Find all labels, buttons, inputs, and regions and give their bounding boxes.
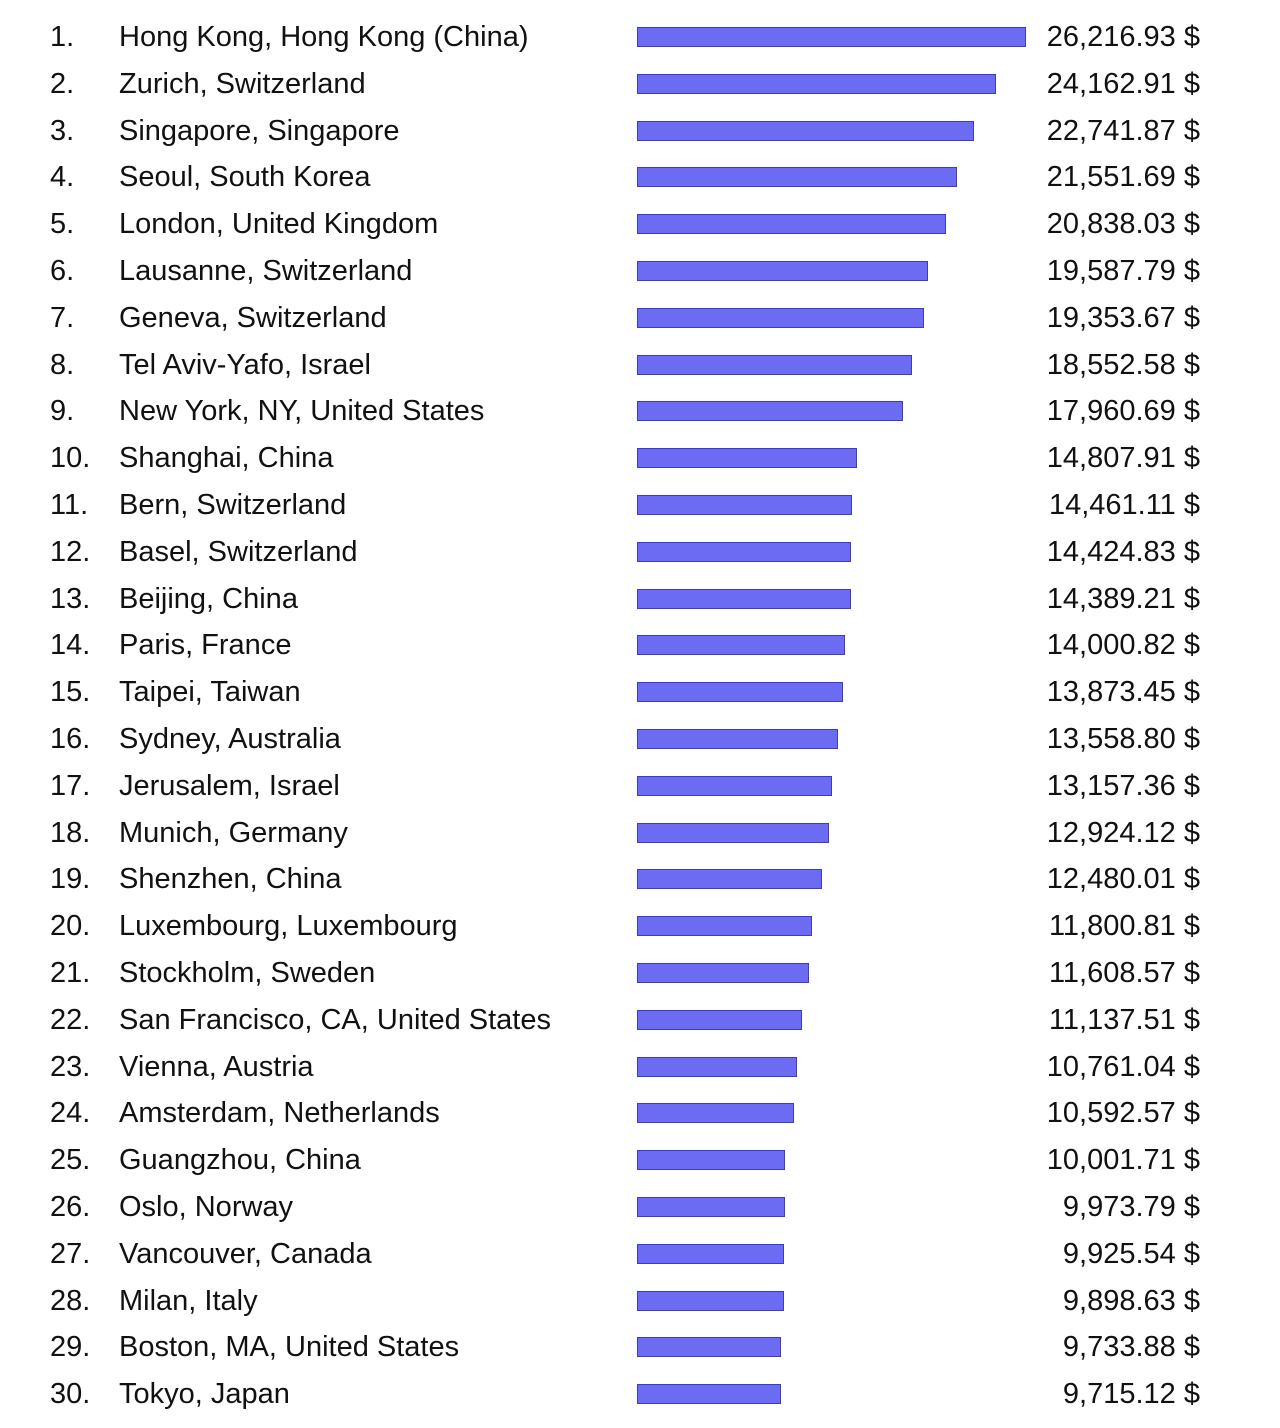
- value-label: 9,898.63 $: [1062, 1284, 1200, 1317]
- rank-label: 21.: [50, 957, 91, 989]
- value-label: 9,715.12 $: [1062, 1378, 1200, 1411]
- rank-label: 13.: [50, 582, 91, 615]
- rank-label: 24.: [50, 1097, 91, 1130]
- chart-row: [0, 576, 1280, 623]
- value-label: 10,001.71 $: [1046, 1144, 1200, 1177]
- category-label: Bern, Switzerland: [119, 489, 347, 521]
- bar: [637, 916, 812, 936]
- chart-row: [0, 388, 1280, 435]
- value-label: 18,552.58 $: [1046, 348, 1200, 381]
- rank-label: 25.: [50, 1144, 91, 1177]
- category-label: Munich, Germany: [119, 816, 348, 849]
- value-label: 11,608.57 $: [1048, 957, 1200, 989]
- rank-label: 9.: [50, 395, 75, 428]
- value-label: 26,216.93 $: [1046, 21, 1200, 53]
- value-label: 11,800.81 $: [1048, 910, 1200, 943]
- bar: [637, 1244, 784, 1264]
- rank-label: 3.: [50, 114, 75, 147]
- bar: [637, 869, 822, 889]
- chart-row: [0, 435, 1280, 482]
- rank-label: 14.: [50, 629, 91, 662]
- value-label: 14,424.83 $: [1046, 535, 1200, 568]
- chart-row: [0, 997, 1280, 1044]
- category-label: San Francisco, CA, United States: [119, 1003, 551, 1036]
- rank-label: 5.: [50, 208, 75, 241]
- chart-row: [0, 295, 1280, 342]
- chart-row: [0, 1137, 1280, 1184]
- rank-label: 22.: [50, 1003, 91, 1036]
- bar: [637, 121, 974, 141]
- category-label: Stockholm, Sweden: [119, 957, 376, 989]
- rank-label: 8.: [50, 348, 75, 381]
- chart-row: [0, 716, 1280, 763]
- category-label: London, United Kingdom: [119, 208, 439, 241]
- bar: [637, 589, 851, 609]
- category-label: Shenzhen, China: [119, 863, 342, 896]
- bar: [637, 682, 843, 702]
- value-label: 13,157.36 $: [1046, 769, 1200, 802]
- category-label: Geneva, Switzerland: [119, 301, 387, 334]
- bar: [637, 495, 852, 515]
- category-label: Beijing, China: [119, 582, 298, 615]
- bar: [637, 1057, 797, 1077]
- chart-row: [0, 810, 1280, 857]
- rank-label: 12.: [50, 535, 91, 568]
- chart-row: [0, 1371, 1280, 1418]
- bar: [637, 74, 996, 94]
- bar: [637, 1384, 781, 1404]
- category-label: Milan, Italy: [119, 1284, 258, 1317]
- value-label: 14,389.21 $: [1046, 582, 1200, 615]
- bar: [637, 635, 845, 655]
- bar: [637, 214, 946, 234]
- value-label: 9,973.79 $: [1062, 1191, 1200, 1223]
- chart-row: [0, 1090, 1280, 1137]
- bar: [637, 823, 829, 843]
- value-label: 10,592.57 $: [1046, 1097, 1200, 1130]
- bar: [637, 355, 912, 375]
- category-label: Hong Kong, Hong Kong (China): [119, 21, 529, 53]
- chart-row: [0, 342, 1280, 389]
- bar: [637, 401, 903, 421]
- rank-label: 2.: [50, 67, 75, 100]
- bar: [637, 963, 809, 983]
- value-label: 24,162.91 $: [1046, 67, 1200, 100]
- rank-label: 20.: [50, 910, 91, 943]
- category-label: Guangzhou, China: [119, 1144, 361, 1177]
- value-label: 22,741.87 $: [1046, 114, 1200, 147]
- category-label: Tel Aviv-Yafo, Israel: [119, 348, 371, 381]
- value-label: 14,000.82 $: [1046, 629, 1200, 662]
- chart-row: [0, 482, 1280, 529]
- value-label: 13,558.80 $: [1046, 723, 1200, 755]
- rank-label: 27.: [50, 1237, 91, 1270]
- rank-label: 30.: [50, 1378, 91, 1411]
- category-label: Seoul, South Korea: [119, 161, 371, 194]
- category-label: Basel, Switzerland: [119, 535, 358, 568]
- category-label: Singapore, Singapore: [119, 114, 400, 147]
- value-label: 12,480.01 $: [1046, 863, 1200, 896]
- bar: [637, 27, 1026, 47]
- bar: [637, 542, 851, 562]
- value-label: 20,838.03 $: [1046, 208, 1200, 241]
- bar: [637, 1103, 794, 1123]
- bar: [637, 1291, 784, 1311]
- bar: [637, 729, 838, 749]
- rank-label: 1.: [50, 21, 75, 53]
- rank-label: 29.: [50, 1331, 91, 1364]
- category-label: Sydney, Australia: [119, 723, 341, 755]
- category-label: Shanghai, China: [119, 442, 334, 475]
- category-label: Paris, France: [119, 629, 292, 662]
- value-label: 19,587.79 $: [1046, 255, 1200, 287]
- chart-row: [0, 154, 1280, 201]
- chart-row: [0, 669, 1280, 716]
- chart-row: [0, 1324, 1280, 1371]
- category-label: Luxembourg, Luxembourg: [119, 910, 458, 943]
- rank-label: 16.: [50, 723, 91, 755]
- rank-label: 26.: [50, 1191, 91, 1223]
- chart-row: [0, 1184, 1280, 1231]
- chart-row: [0, 1231, 1280, 1278]
- chart-row: [0, 248, 1280, 295]
- value-label: 13,873.45 $: [1046, 676, 1200, 709]
- category-label: Tokyo, Japan: [119, 1378, 290, 1411]
- chart-row: [0, 529, 1280, 576]
- value-label: 12,924.12 $: [1046, 816, 1200, 849]
- chart-row: [0, 903, 1280, 950]
- rank-label: 10.: [50, 442, 91, 475]
- chart-row: [0, 950, 1280, 997]
- bar: [637, 1150, 785, 1170]
- value-label: 9,925.54 $: [1062, 1237, 1200, 1270]
- category-label: Taipei, Taiwan: [119, 676, 301, 709]
- bar: [637, 448, 857, 468]
- rank-label: 17.: [50, 769, 91, 802]
- bar: [637, 1337, 781, 1357]
- category-label: Oslo, Norway: [119, 1191, 294, 1223]
- bar: [637, 776, 832, 796]
- rank-label: 11.: [50, 489, 89, 521]
- value-label: 10,761.04 $: [1046, 1050, 1200, 1083]
- value-label: 14,807.91 $: [1046, 442, 1200, 475]
- category-label: Boston, MA, United States: [119, 1331, 460, 1364]
- chart-row: [0, 1044, 1280, 1091]
- category-label: New York, NY, United States: [119, 395, 485, 428]
- chart-row: [0, 14, 1280, 61]
- bar: [637, 167, 957, 187]
- category-label: Lausanne, Switzerland: [119, 255, 413, 287]
- chart-row: [0, 763, 1280, 810]
- bar: [637, 261, 928, 281]
- rank-label: 19.: [50, 863, 91, 896]
- value-label: 17,960.69 $: [1046, 395, 1200, 428]
- rank-label: 18.: [50, 816, 91, 849]
- chart-row: [0, 856, 1280, 903]
- value-label: 11,137.51 $: [1048, 1003, 1200, 1036]
- rank-label: 7.: [50, 301, 75, 334]
- category-label: Vienna, Austria: [119, 1050, 314, 1083]
- category-label: Jerusalem, Israel: [119, 769, 340, 802]
- value-label: 9,733.88 $: [1062, 1331, 1200, 1364]
- category-label: Zurich, Switzerland: [119, 67, 366, 100]
- value-label: 19,353.67 $: [1046, 301, 1200, 334]
- rank-label: 15.: [50, 676, 91, 709]
- chart-row: [0, 201, 1280, 248]
- rank-label: 28.: [50, 1284, 91, 1317]
- bar: [637, 1010, 802, 1030]
- chart-row: [0, 622, 1280, 669]
- bar: [637, 308, 924, 328]
- rank-label: 4.: [50, 161, 75, 194]
- rank-label: 23.: [50, 1050, 91, 1083]
- category-label: Amsterdam, Netherlands: [119, 1097, 440, 1130]
- chart-row: [0, 61, 1280, 108]
- rank-label: 6.: [50, 255, 75, 287]
- value-label: 21,551.69 $: [1046, 161, 1200, 194]
- chart-row: [0, 1278, 1280, 1325]
- value-label: 14,461.11 $: [1048, 489, 1200, 521]
- chart-row: [0, 108, 1280, 155]
- category-label: Vancouver, Canada: [119, 1237, 372, 1270]
- bar: [637, 1197, 785, 1217]
